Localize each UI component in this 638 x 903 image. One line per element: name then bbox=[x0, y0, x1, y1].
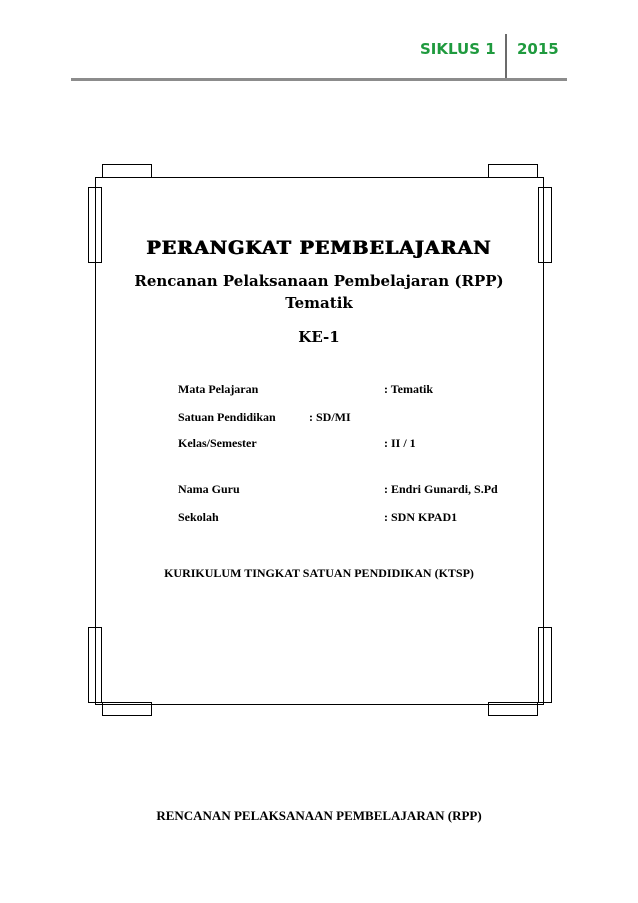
detail-label-subject: Mata Pelajaran bbox=[178, 382, 259, 396]
header-rule bbox=[71, 78, 567, 81]
frame-ornament-br-v bbox=[538, 627, 552, 703]
curriculum-line: KURIKULUM TINGKAT SATUAN PENDIDIKAN (KTSP) bbox=[164, 566, 474, 580]
frame-ornament-tl-h bbox=[102, 164, 152, 178]
frame-ornament-bl-h bbox=[102, 702, 152, 716]
detail-value-subject: : Tematik bbox=[384, 382, 434, 396]
cover-title: PERANGKAT PEMBELAJARAN bbox=[146, 237, 492, 259]
detail-label-class-semester: Kelas/Semester bbox=[178, 436, 257, 450]
cover-subtitle-line2: Tematik bbox=[285, 294, 353, 312]
frame-ornament-bl-v bbox=[88, 627, 102, 703]
detail-value-class-semester: : II / 1 bbox=[384, 436, 416, 450]
frame-ornament-tr-h bbox=[488, 164, 538, 178]
header-year: 2015 bbox=[517, 40, 559, 58]
frame-ornament-br-h bbox=[488, 702, 538, 716]
detail-value-teacher: : Endri Gunardi, S.Pd bbox=[384, 482, 498, 496]
page-footer: RENCANAN PELAKSANAAN PEMBELAJARAN (RPP) bbox=[156, 808, 482, 823]
detail-value-education-unit: : SD/MI bbox=[309, 410, 351, 424]
detail-label-education-unit: Satuan Pendidikan bbox=[178, 410, 276, 424]
detail-label-teacher: Nama Guru bbox=[178, 482, 240, 496]
header-divider bbox=[505, 34, 507, 80]
detail-value-school: : SDN KPAD1 bbox=[384, 510, 458, 524]
header-cycle: SIKLUS 1 bbox=[420, 40, 496, 58]
detail-label-school: Sekolah bbox=[178, 510, 219, 524]
cover-meeting: KE-1 bbox=[298, 328, 340, 346]
cover-subtitle-line1: Rencanan Pelaksanaan Pembelajaran (RPP) bbox=[134, 272, 504, 290]
